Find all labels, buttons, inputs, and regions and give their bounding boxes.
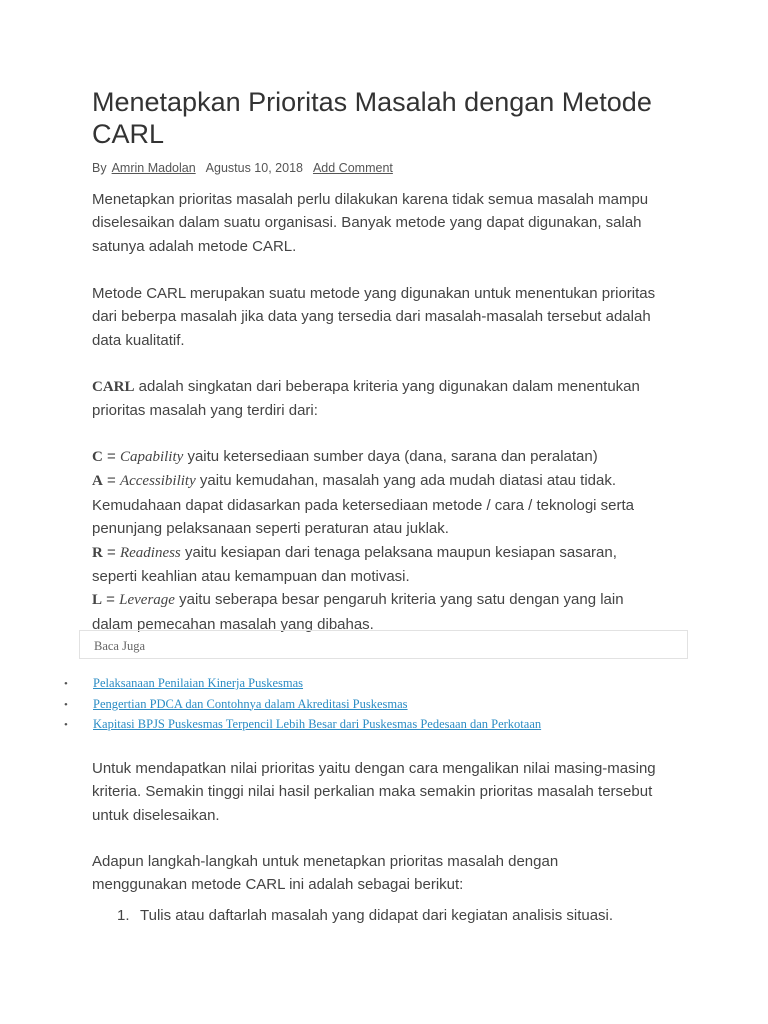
steps-intro-paragraph bbox=[92, 850, 692, 897]
bullet-icon: • bbox=[64, 678, 68, 690]
step-number: 1. bbox=[117, 907, 130, 924]
criterion-term: Leverage bbox=[119, 592, 175, 609]
baca-juga-label: Baca Juga bbox=[94, 639, 146, 653]
add-comment-link[interactable]: Add Comment bbox=[312, 161, 393, 175]
steps-intro-line: Adapun langkah-langkah untuk menetapkan prioritas masalah dengan bbox=[92, 853, 559, 870]
criterion-eq: = bbox=[102, 472, 120, 490]
criterion-term: Accessibility bbox=[119, 473, 196, 490]
intro-paragraph bbox=[92, 188, 692, 258]
baca-juga-box bbox=[79, 630, 688, 659]
carl-term: CARL bbox=[92, 379, 135, 395]
definition-paragraph bbox=[92, 282, 692, 352]
criterion-accessibility bbox=[92, 469, 692, 493]
criterion-term: Readiness bbox=[119, 544, 181, 561]
criterion-eq: = bbox=[102, 591, 120, 609]
criterion-letter: L bbox=[92, 592, 103, 609]
scoring-line: untuk diselesaikan. bbox=[92, 806, 220, 824]
carl-intro-text: adalah singkatan dari beberapa kriteria yang digunakan dalam menentukan bbox=[134, 378, 640, 395]
criterion-letter: C bbox=[92, 449, 103, 465]
steps-list bbox=[117, 905, 613, 927]
criterion-line: Kemudahaan dapat didasarkan pada ketersediaan metode / cara / teknologi serta bbox=[92, 496, 635, 514]
criterion-letter: R bbox=[92, 544, 103, 561]
related-link-item bbox=[64, 694, 541, 715]
definition-line: data kualitatif. bbox=[92, 331, 185, 349]
related-link-item bbox=[64, 673, 541, 694]
carl-intro-paragraph bbox=[92, 375, 692, 423]
carl-intro-line: prioritas masalah yang terdiri dari: bbox=[92, 402, 318, 420]
criterion-eq: = bbox=[102, 543, 120, 561]
definition-line: dari beberpa masalah jika data yang tersedia dari masalah-masalah tersebut adalah bbox=[92, 308, 651, 326]
intro-line: satunya adalah metode CARL. bbox=[92, 237, 297, 255]
criterion-line: penunjang pelaksanaan seperti peraturan atau juklak. bbox=[92, 520, 449, 538]
meta-by-label: By bbox=[92, 161, 107, 175]
bullet-icon: • bbox=[64, 719, 68, 731]
bullet-icon: • bbox=[64, 698, 68, 711]
criterion-desc: yaitu kesiapan dari tenaga pelaksana maupun kesiapan sasaran, bbox=[180, 543, 617, 561]
related-link[interactable]: Pengertian PDCA dan Contohnya dalam Akreditasi Puskesmas bbox=[93, 696, 408, 711]
criterion-line: seperti keahlian atau kemampuan dan motivasi. bbox=[92, 568, 410, 586]
article-meta bbox=[92, 160, 393, 176]
criterion-desc: yaitu kemudahan, masalah yang ada mudah diatasi atau tidak. bbox=[195, 472, 617, 490]
article-title: Menetapkan Prioritas Masalah dengan Metode CARL bbox=[92, 87, 652, 149]
criterion-letter: A bbox=[92, 473, 103, 490]
steps-intro-line: menggunakan metode CARL ini adalah sebagai berikut: bbox=[92, 876, 464, 894]
criterion-readiness bbox=[92, 541, 692, 565]
criterion-capability bbox=[92, 445, 692, 469]
carl-intro-line bbox=[92, 375, 692, 399]
step-item bbox=[117, 905, 613, 927]
definition-line: Metode CARL merupakan suatu metode yang digunakan untuk menentukan prioritas bbox=[92, 285, 656, 302]
criterion-desc: yaitu seberapa besar pengaruh kriteria yang satu dengan yang lain bbox=[174, 591, 624, 609]
intro-line: Menetapkan prioritas masalah perlu dilakukan karena tidak semua masalah mampu bbox=[92, 191, 649, 208]
related-links-list bbox=[64, 673, 541, 735]
criterion-leverage bbox=[92, 588, 692, 612]
criterion-eq: = bbox=[102, 448, 120, 465]
related-link-item bbox=[64, 714, 541, 735]
related-link[interactable]: Kapitasi BPJS Puskesmas Terpencil Lebih Besar dari Puskesmas Pedesaan dan Perkotaan bbox=[93, 717, 542, 731]
step-text: Tulis atau daftarlah masalah yang didapat dari kegiatan analisis situasi. bbox=[140, 907, 614, 924]
intro-line: diselesaikan dalam suatu organisasi. Banyak metode yang dapat digunakan, salah bbox=[92, 214, 642, 232]
criteria-list bbox=[92, 445, 692, 636]
scoring-paragraph bbox=[92, 757, 692, 827]
criterion-term: Capability bbox=[119, 449, 184, 465]
criterion-line: dalam pemecahan masalah yang dibahas. bbox=[92, 615, 374, 633]
related-link[interactable]: Pelaksanaan Penilaian Kinerja Puskesmas bbox=[93, 676, 304, 690]
author-link[interactable]: Amrin Madolan bbox=[111, 161, 196, 175]
scoring-line: Untuk mendapatkan nilai prioritas yaitu dengan cara mengalikan nilai masing-masing bbox=[92, 760, 656, 777]
criterion-desc: yaitu ketersediaan sumber daya (dana, sarana dan peralatan) bbox=[183, 448, 598, 465]
scoring-line: kriteria. Semakin tinggi nilai hasil perkalian maka semakin prioritas masalah tersebut bbox=[92, 783, 653, 801]
post-date: Agustus 10, 2018 bbox=[205, 161, 303, 175]
